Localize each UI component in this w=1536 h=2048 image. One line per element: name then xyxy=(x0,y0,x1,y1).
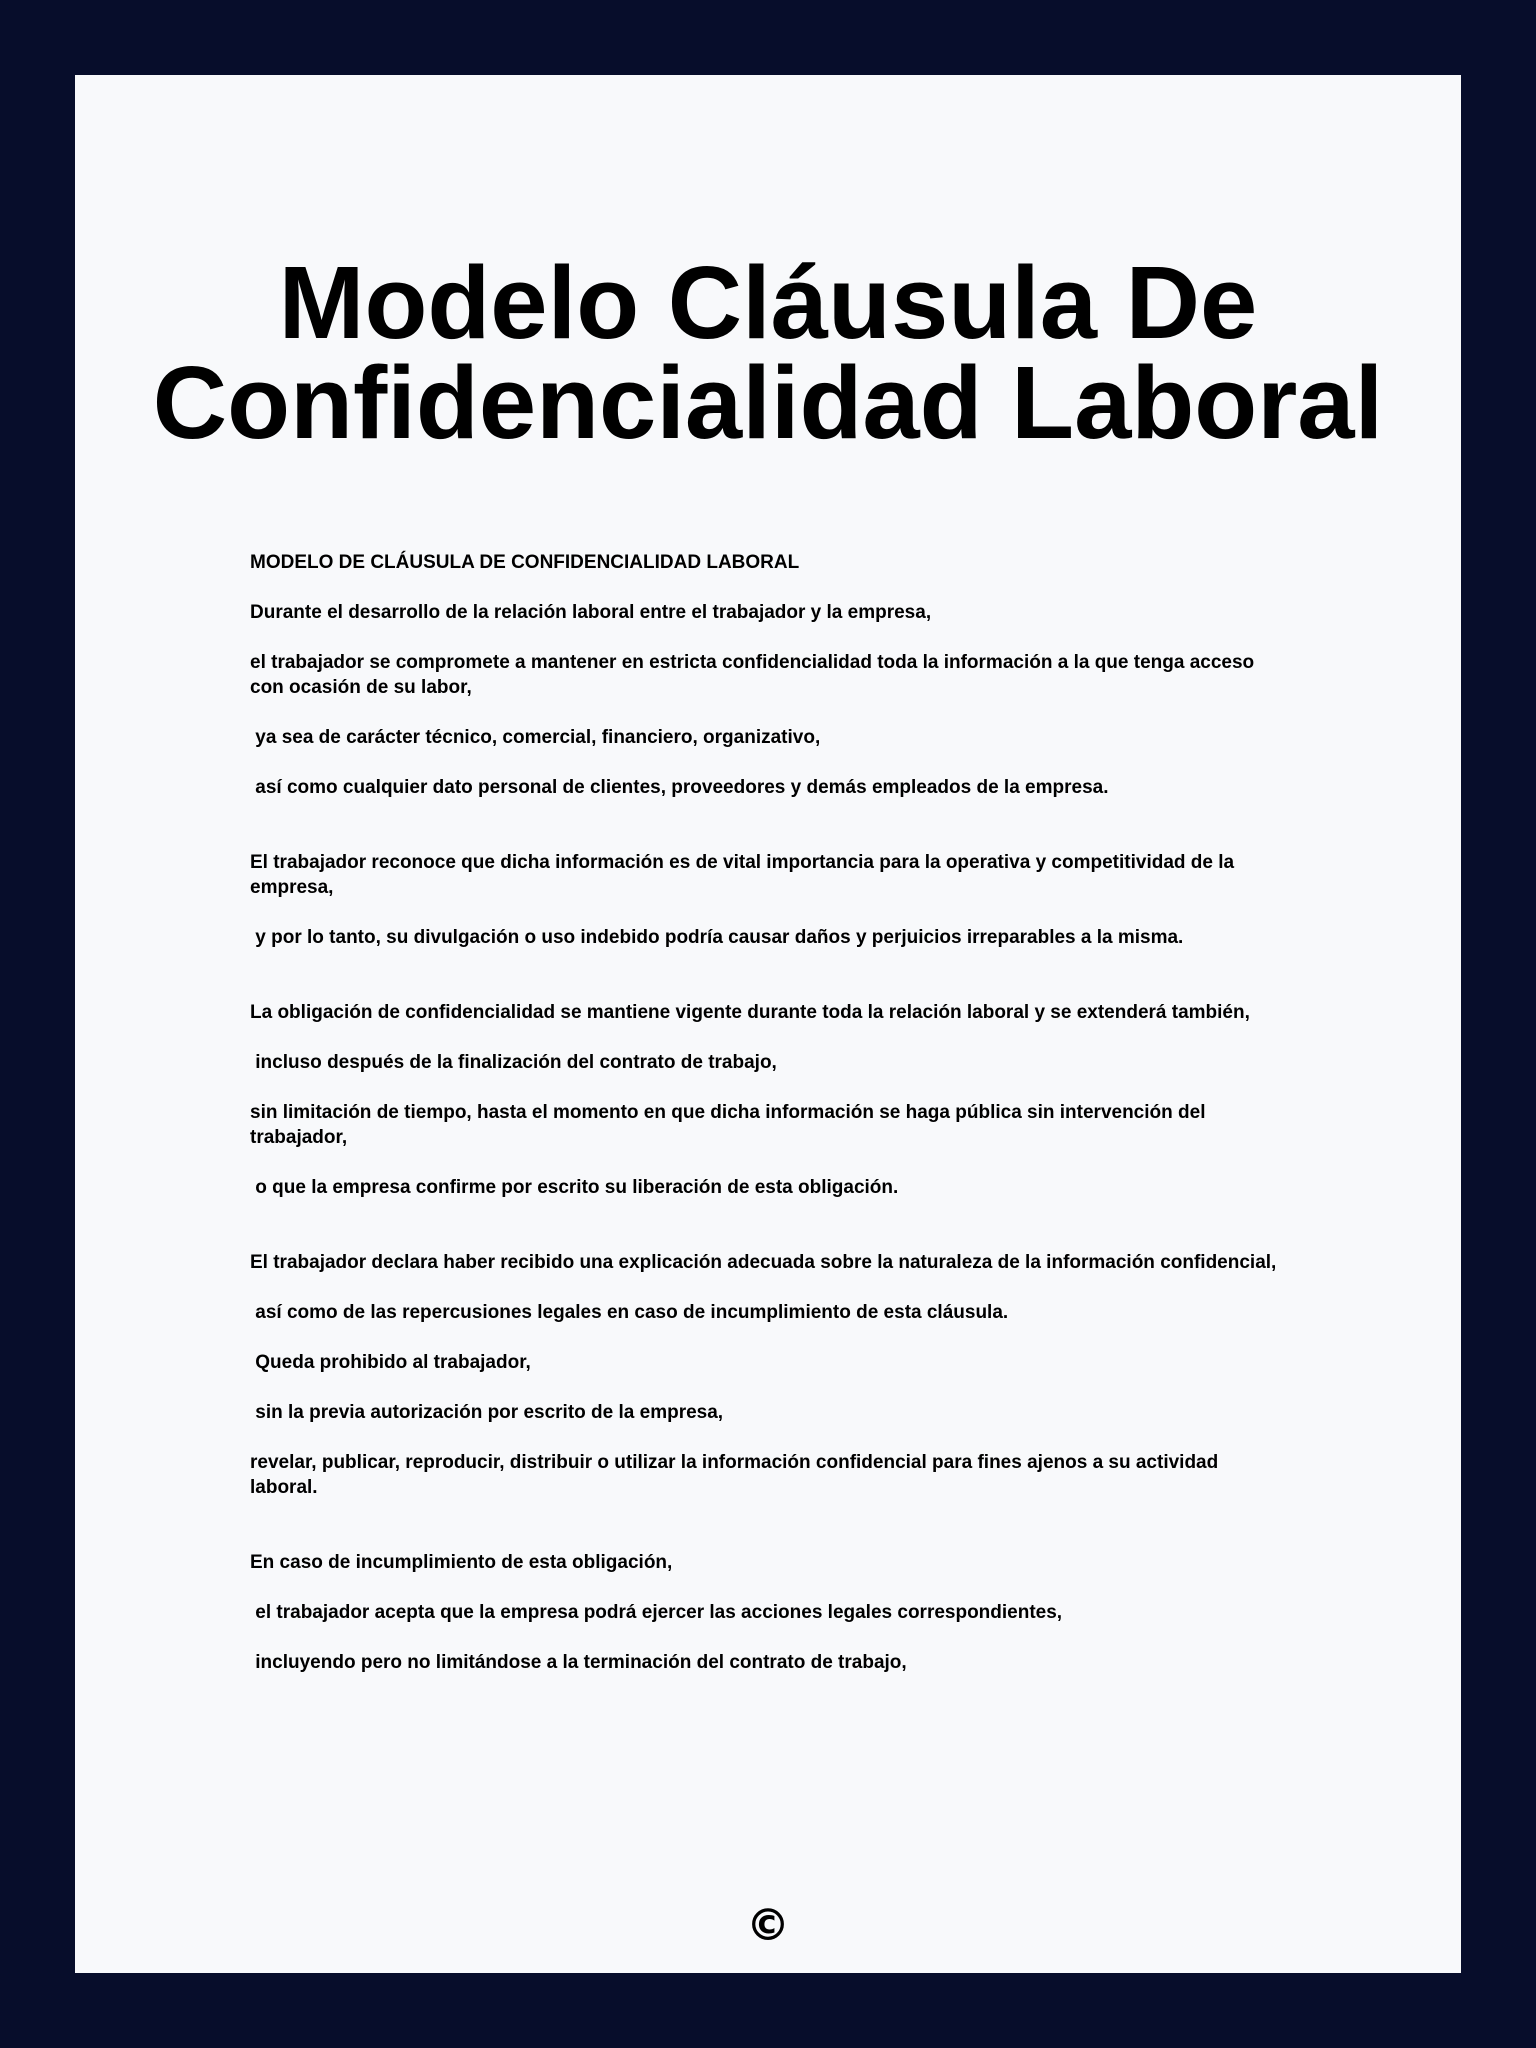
paragraph: sin limitación de tiempo, hasta el momento en que dicha información se haga pública sin intervención del trabajador, xyxy=(250,1102,1211,1148)
paragraph: revelar, publicar, reproducir, distribuir o utilizar la información confidencial para fines ajenos a su actividad laboral. xyxy=(250,1452,1224,1498)
section-spacer xyxy=(250,1225,1290,1250)
paragraph: El trabajador declara haber recibido una explicación adecuada sobre la naturaleza de la información confidencial, xyxy=(250,1252,1277,1273)
paragraph: o que la empresa confirme por escrito su liberación de esta obligación. xyxy=(250,1177,899,1198)
section-spacer xyxy=(250,1525,1290,1550)
paragraph: Queda prohibido al trabajador, xyxy=(250,1352,531,1373)
document-heading: MODELO DE CLÁUSULA DE CONFIDENCIALIDAD LABORAL xyxy=(250,552,800,573)
document-page xyxy=(75,75,1461,1973)
copyright-icon: © xyxy=(746,1900,790,1951)
section-spacer xyxy=(250,825,1290,850)
paragraph: En caso de incumplimiento de esta obligación, xyxy=(250,1552,673,1573)
document-title: Modelo Cláusula De Confidencialidad Laboral xyxy=(152,245,1384,460)
section-spacer xyxy=(250,975,1290,1000)
paragraph: La obligación de confidencialidad se mantiene vigente durante toda la relación laboral y se extenderá también, xyxy=(250,1002,1250,1023)
paragraph: sin la previa autorización por escrito de la empresa, xyxy=(250,1402,724,1423)
paragraph: así como cualquier dato personal de clientes, proveedores y demás empleados de la empresa. xyxy=(250,777,1109,798)
paragraph: así como de las repercusiones legales en caso de incumplimiento de esta cláusula. xyxy=(250,1302,1009,1323)
paragraph: El trabajador reconoce que dicha información es de vital importancia para la operativa y competitividad de la empresa, xyxy=(250,852,1240,898)
paragraph: incluso después de la finalización del contrato de trabajo, xyxy=(250,1052,777,1073)
paragraph: incluyendo pero no limitándose a la terminación del contrato de trabajo, xyxy=(250,1652,907,1673)
paragraph: el trabajador se compromete a mantener en estricta confidencialidad toda la información a la que tenga acceso con ocasión de su labor, xyxy=(250,652,1260,698)
paragraph: Durante el desarrollo de la relación laboral entre el trabajador y la empresa, xyxy=(250,602,932,623)
paragraph: y por lo tanto, su divulgación o uso indebido podría causar daños y perjuicios irreparables a la misma. xyxy=(250,927,1184,948)
paragraph: ya sea de carácter técnico, comercial, financiero, organizativo, xyxy=(250,727,821,748)
paragraph: el trabajador acepta que la empresa podrá ejercer las acciones legales correspondientes, xyxy=(250,1602,1063,1623)
document-body xyxy=(250,550,1290,1700)
